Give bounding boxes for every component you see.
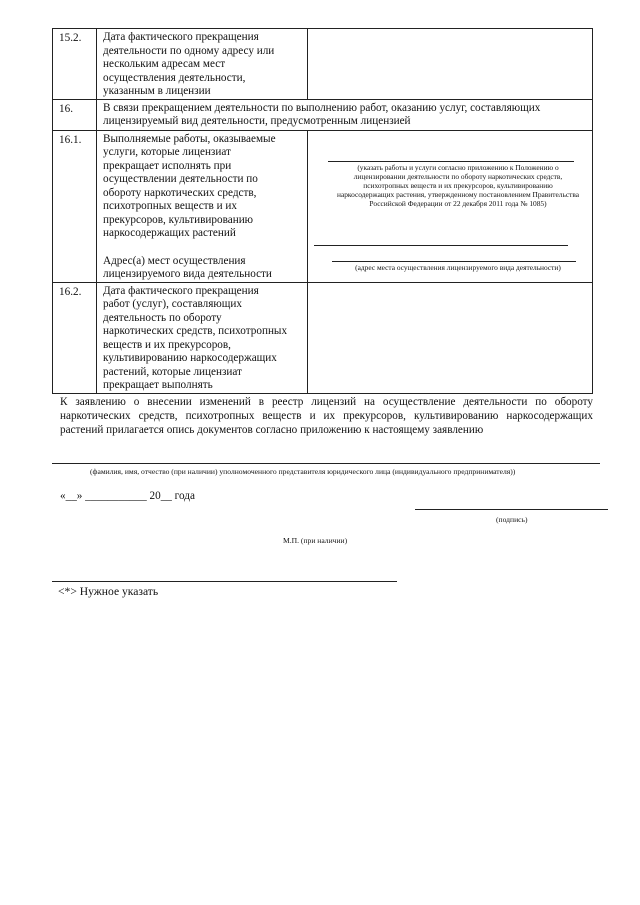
table-row (53, 29, 593, 100)
row-number: 16. (53, 99, 97, 130)
row-value-field[interactable] (308, 282, 593, 393)
table-row (53, 99, 593, 130)
name-caption: (фамилия, имя, отчество (при наличии) уполномоченного представителя юридического лица (индивидуального предпринимателя)) (90, 467, 516, 476)
date-field[interactable]: «__» ___________ 20__ года (60, 490, 195, 502)
address-hint: (адрес места осуществления лицензируемого вида деятельности) (355, 262, 561, 272)
row-number: 16.2. (53, 282, 97, 393)
attachment-paragraph: К заявлению о внесении изменений в реестр лицензий на осуществление деятельности по обороту наркотических средств, психотропных веществ и их прекурсоров, культивированию наркосодержащих растений прилагается опись документов согласно приложению к настоящему заявлению (60, 396, 593, 436)
signature-caption: (подпись) (496, 515, 528, 524)
row-label: Выполняемые работы, оказываемые услуги, которые лицензиат прекращает исполнять при осуществлении деятельности по обороту наркотических средств, психотропных веществ и их прекурсоров, культивированию наркосодержащих растений Адрес(а) мест осуществления лицензируемого вида деятельности (97, 130, 308, 282)
services-underline (328, 161, 574, 162)
table-row (53, 130, 593, 282)
row-heading: В связи прекращением деятельности по выполнению работ, оказанию услуг, составляющих лицензируемый вид деятельности, предусмотренным лицензией (97, 99, 593, 130)
row-number: 15.2. (53, 29, 97, 100)
services-field[interactable] (308, 130, 593, 282)
application-table (52, 28, 593, 394)
signature-line (415, 509, 608, 510)
name-signature-line (52, 463, 600, 464)
row-label: Дата фактического прекращения работ (услуг), составляющих деятельность по обороту наркотических средств, психотропных веществ и их прекурсоров, культивированию наркосодержащих растений, которые лицензиат прекращает выполнять (97, 282, 308, 393)
footnote: <*> Нужное указать (58, 585, 159, 598)
row-number: 16.1. (53, 130, 97, 282)
table-row (53, 282, 593, 393)
row-value-field[interactable] (308, 29, 593, 100)
address-underline (314, 245, 568, 246)
address-underline (332, 261, 576, 262)
stamp-caption: М.П. (при наличии) (283, 536, 348, 545)
services-hint: (указать работы и услуги согласно приложению к Положению о лицензировании деятельности по обороту наркотических средств, психотропных веществ и их прекурсоров, культивированию наркосодержащих растения, утвержденному постановлением Правительства Российской Федерации от 22 декабря 2011 года № 1085) (337, 162, 579, 208)
footnote-divider (52, 581, 397, 582)
row-label: Дата фактического прекращения деятельности по одному адресу или нескольким адресам мест осуществления деятельности, указанным в лицензии (97, 29, 308, 100)
